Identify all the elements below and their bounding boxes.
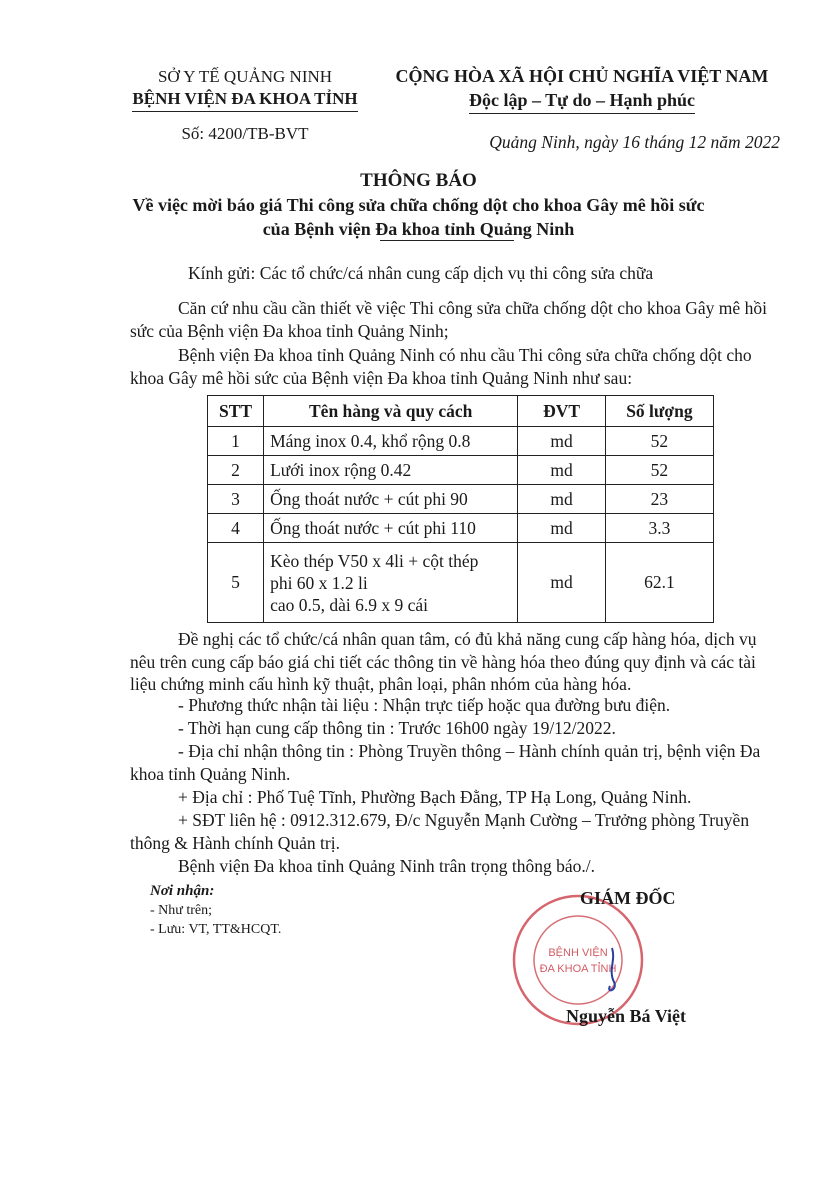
cell-stt: 2 xyxy=(208,456,264,485)
paragraph-request: Đề nghị các tổ chức/cá nhân quan tâm, có đủ khả năng cung cấp hàng hóa, dịch vụ nêu trên cung cấp báo giá chi tiết các thông tin về hàng hóa theo đúng quy định và các tài liệu chứng minh cấu hình kỹ thuật, phân loại, phân nhóm của hàng hóa. xyxy=(130,629,757,694)
col-header-name: Tên hàng và quy cách xyxy=(264,396,518,427)
paragraph-basis: Căn cứ nhu cầu cần thiết về việc Thi công sửa chữa chống dột cho khoa Gây mê hồi sức của Bệnh viện Đa khoa tỉnh Quảng Ninh; xyxy=(130,298,767,341)
cell-qty: 52 xyxy=(605,427,713,456)
col-header-unit: ĐVT xyxy=(518,396,605,427)
cell-unit: md xyxy=(518,456,605,485)
item-method: - Phương thức nhận tài liệu : Nhận trực tiếp hoặc qua đường bưu điện. xyxy=(178,695,671,715)
col-header-stt: STT xyxy=(208,396,264,427)
cell-name: Máng inox 0.4, khổ rộng 0.8 xyxy=(264,427,518,456)
cell-qty: 23 xyxy=(605,485,713,514)
issuer-department: SỞ Y TẾ QUẢNG NINH xyxy=(157,67,333,86)
stamp-outer-ring xyxy=(514,896,642,1024)
signer-name: Nguyễn Bá Việt xyxy=(566,1006,687,1026)
issuer-block xyxy=(100,66,390,112)
cell-unit: md xyxy=(518,514,605,543)
recipients-block xyxy=(150,882,281,939)
cell-unit: md xyxy=(518,485,605,514)
cell-name: Ống thoát nước + cút phi 90 xyxy=(264,485,518,514)
document-subtitle xyxy=(90,193,747,241)
cell-stt: 5 xyxy=(208,543,264,623)
cell-name-line: phi 60 x 1.2 li xyxy=(270,572,368,593)
paragraph-need: Bệnh viện Đa khoa tỉnh Quảng Ninh có nhu cầu Thi công sửa chữa chống dột cho khoa Gây mê hồi sức của Bệnh viện Đa khoa tỉnh Quảng Ninh như sau: xyxy=(130,345,752,388)
national-title: CỘNG HÒA XÃ HỘI CHỦ NGHĨA VIỆT NAM xyxy=(395,66,769,86)
signer-title: GIÁM ĐỐC xyxy=(580,888,676,908)
cell-unit: md xyxy=(518,543,605,623)
recipient-line: - Như trên; xyxy=(150,903,213,918)
closing-line: Bệnh viện Đa khoa tỉnh Quảng Ninh trân trọng thông báo./. xyxy=(178,856,596,876)
table-row xyxy=(208,485,714,514)
subtitle-underline xyxy=(380,240,514,241)
cell-stt: 3 xyxy=(208,485,264,514)
national-header xyxy=(372,64,792,114)
table-row xyxy=(208,427,714,456)
cell-qty: 62.1 xyxy=(605,543,713,623)
table-row xyxy=(208,543,714,623)
cell-name: Lưới inox rộng 0.42 xyxy=(264,456,518,485)
document-title: THÔNG BÁO xyxy=(360,170,477,191)
subtitle-line-1: Về việc mời báo giá Thi công sửa chữa chống dột cho khoa Gây mê hồi sức xyxy=(132,195,705,215)
stamp-text-line-1: BỆNH VIỆN xyxy=(548,947,608,959)
greeting: Kính gửi: Các tổ chức/cá nhân cung cấp dịch vụ thi công sửa chữa xyxy=(188,263,654,283)
item-receiving-address: - Địa chỉ nhận thông tin : Phòng Truyền thông – Hành chính quản trị, bệnh viện Đa khoa tỉnh Quảng Ninh. xyxy=(130,741,761,784)
cell-name-line: Kèo thép V50 x 4li + cột thép xyxy=(270,550,479,571)
col-header-qty: Số lượng xyxy=(605,396,713,427)
stamp-inner-ring xyxy=(534,916,622,1004)
recipient-line: - Lưu: VT, TT&HCQT. xyxy=(150,922,282,937)
stamp-text-line-2: ĐA KHOA TỈNH xyxy=(539,963,617,975)
cell-qty: 3.3 xyxy=(605,514,713,543)
item-phone: + SĐT liên hệ : 0912.312.679, Đ/c Nguyễn Mạnh Cường – Trưởng phòng Truyền thông & Hành chính Quản trị. xyxy=(130,810,750,853)
cell-unit: md xyxy=(518,427,605,456)
cell-name xyxy=(264,543,518,623)
table-row xyxy=(208,456,714,485)
cell-stt: 4 xyxy=(208,514,264,543)
issuer-hospital: BỆNH VIỆN ĐA KHOA TỈNH xyxy=(100,88,390,112)
cell-qty: 52 xyxy=(605,456,713,485)
items-table xyxy=(207,395,714,623)
table-header-row xyxy=(208,396,714,427)
place-date: Quảng Ninh, ngày 16 tháng 12 năm 2022 xyxy=(489,132,780,152)
cell-stt: 1 xyxy=(208,427,264,456)
cell-name-line: cao 0.5, dài 6.9 x 9 cái xyxy=(270,594,428,615)
recipients-heading: Nơi nhận: xyxy=(150,883,215,899)
document-number: Số: 4200/TB-BVT xyxy=(181,124,309,143)
cell-name: Ống thoát nước + cút phi 110 xyxy=(264,514,518,543)
item-deadline: - Thời hạn cung cấp thông tin : Trước 16h00 ngày 19/12/2022. xyxy=(178,718,616,738)
subtitle-line-2: của Bệnh viện Đa khoa tỉnh Quảng Ninh xyxy=(262,219,575,239)
table-row xyxy=(208,514,714,543)
national-motto: Độc lập – Tự do – Hạnh phúc xyxy=(372,88,792,114)
item-address: + Địa chỉ : Phố Tuệ Tĩnh, Phường Bạch Đằng, TP Hạ Long, Quảng Ninh. xyxy=(178,787,692,807)
